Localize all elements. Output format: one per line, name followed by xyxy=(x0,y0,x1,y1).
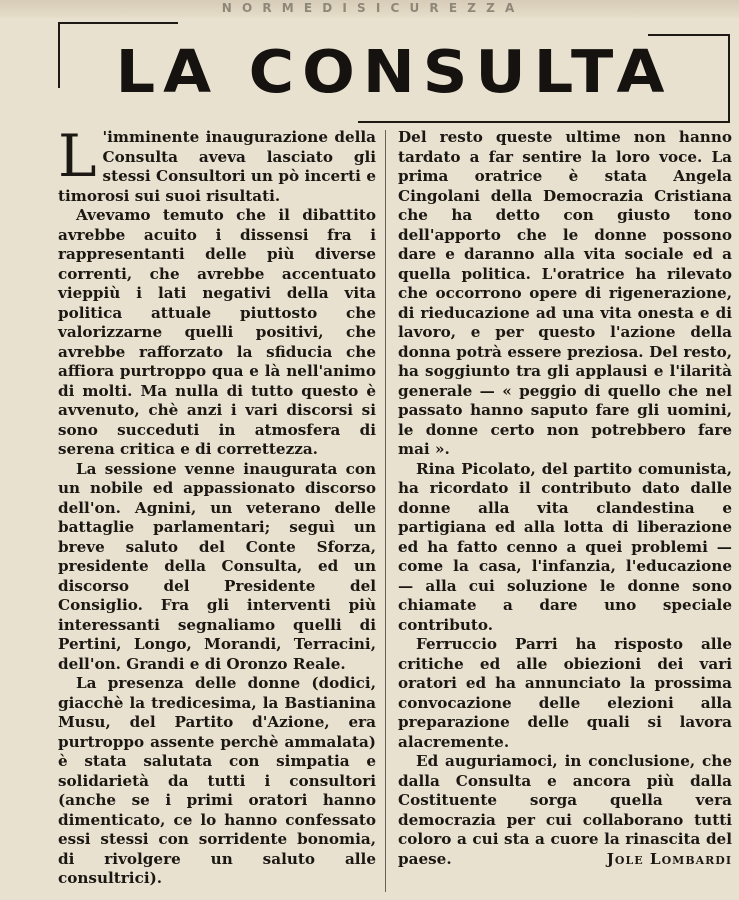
title-rule-bottom xyxy=(358,121,730,123)
article-column-left xyxy=(58,122,376,889)
paragraph: La sessione venne inaugurata con un nobile ed appassionato discorso dell'on. Agnini, un veterano delle battaglie parlamentari; seguì un breve saluto del Conte Sforza, presidente della Consulta, ed un discorso del Presidente del Consiglio. Fra gli interventi più interessanti segnaliamo quelli di Pertini, Longo, Morandi, Terracini, dell'on. Grandi e di Oronzo Reale. xyxy=(58,459,376,673)
article-column-right xyxy=(398,128,732,869)
title-frame xyxy=(58,20,738,120)
paragraph: L 'imminente inaugurazione della Consulta aveva lasciato gli stessi Consultori un pò incerti e timorosi sui suoi risultati. xyxy=(58,122,376,205)
bleed-through-text: N O R M E D I S I C U R E Z Z A xyxy=(221,1,518,15)
paragraph: Ferruccio Parri ha risposto alle critiche ed alle obiezioni dei vari oratori ed ha annunciato la prossima convocazione delle elezioni alla preparazione delle quali si lavora alacremente. xyxy=(398,635,732,751)
paragraph: Rina Picolato, del partito comunista, ha ricordato il contributo dato dalle donne alla vita clandestina e partigiana ed alla lotta di liberazione ed ha fatto cenno a quei problemi — come la casa, l'infanzia, l'educazione — alla cui soluzione le donne sono chiamate a dare uno speciale contributo. xyxy=(398,459,732,634)
paragraph: Del resto queste ultime non hanno tardato a far sentire la loro voce. La prima oratrice è stata Angela Cingolani della Democrazia Cristiana che ha detto con giusto tono dell'apporto che le donne possono dare e daranno alla vita sociale ed a quella politica. L'oratrice ha rilevato che occorrono opere di rigenerazione, di rieducazione ad una vita onesta e di lavoro, e per questo l'azione della donna potrà essere preziosa. Del resto, ha soggiunto tra gli applausi e l'ilarità generale — « peggio di quello che nel passato hanno saputo fare gli uomini, le donne certo non potrebbero fare mai ». xyxy=(398,128,732,458)
author-signature: Jole Lombardi xyxy=(606,849,732,868)
title-rule-top-left xyxy=(58,22,178,24)
paragraph: Ed auguriamoci, in conclusione, che dalla Consulta e ancora più dalla Costituente sorga quella vera democrazia per cui collaborano tutti coloro a cui sta a cuore la rinascita del paese. xyxy=(398,752,732,868)
article-title: LA CONSULTA xyxy=(115,36,673,107)
paragraph: La presenza delle donne (dodici, giacchè la tredicesima, la Bastianina Musu, del Partito d'Azione, era purtroppo assente perchè ammalata) è stata salutata con simpatia e solidarietà da tutti i consultori (anche se i primi oratori hanno dimenticato, ce lo hanno confessato essi stessi con sorridente bonomia, di rivolgere un saluto alle consultrici). xyxy=(58,674,376,887)
column-divider xyxy=(385,130,386,892)
signature-row xyxy=(398,850,732,870)
page-top-strip xyxy=(0,0,739,18)
paragraph: Avevamo temuto che il dibattito avrebbe acuito i dissensi fra i rappresentanti delle più diverse correnti, che avrebbe accentuato vieppiù i lati negativi della vita politica attuale piuttosto che valorizzarne quelli positivi, che avrebbe rafforzato la sfiducia che affiora purtroppo qua e là nell'animo di molti. Ma nulla di tutto questo è avvenuto, chè anzi i vari discorsi si sono succeduti in atmosfera di serena critica e di correttezza. xyxy=(58,206,376,458)
drop-cap: L xyxy=(58,122,97,190)
